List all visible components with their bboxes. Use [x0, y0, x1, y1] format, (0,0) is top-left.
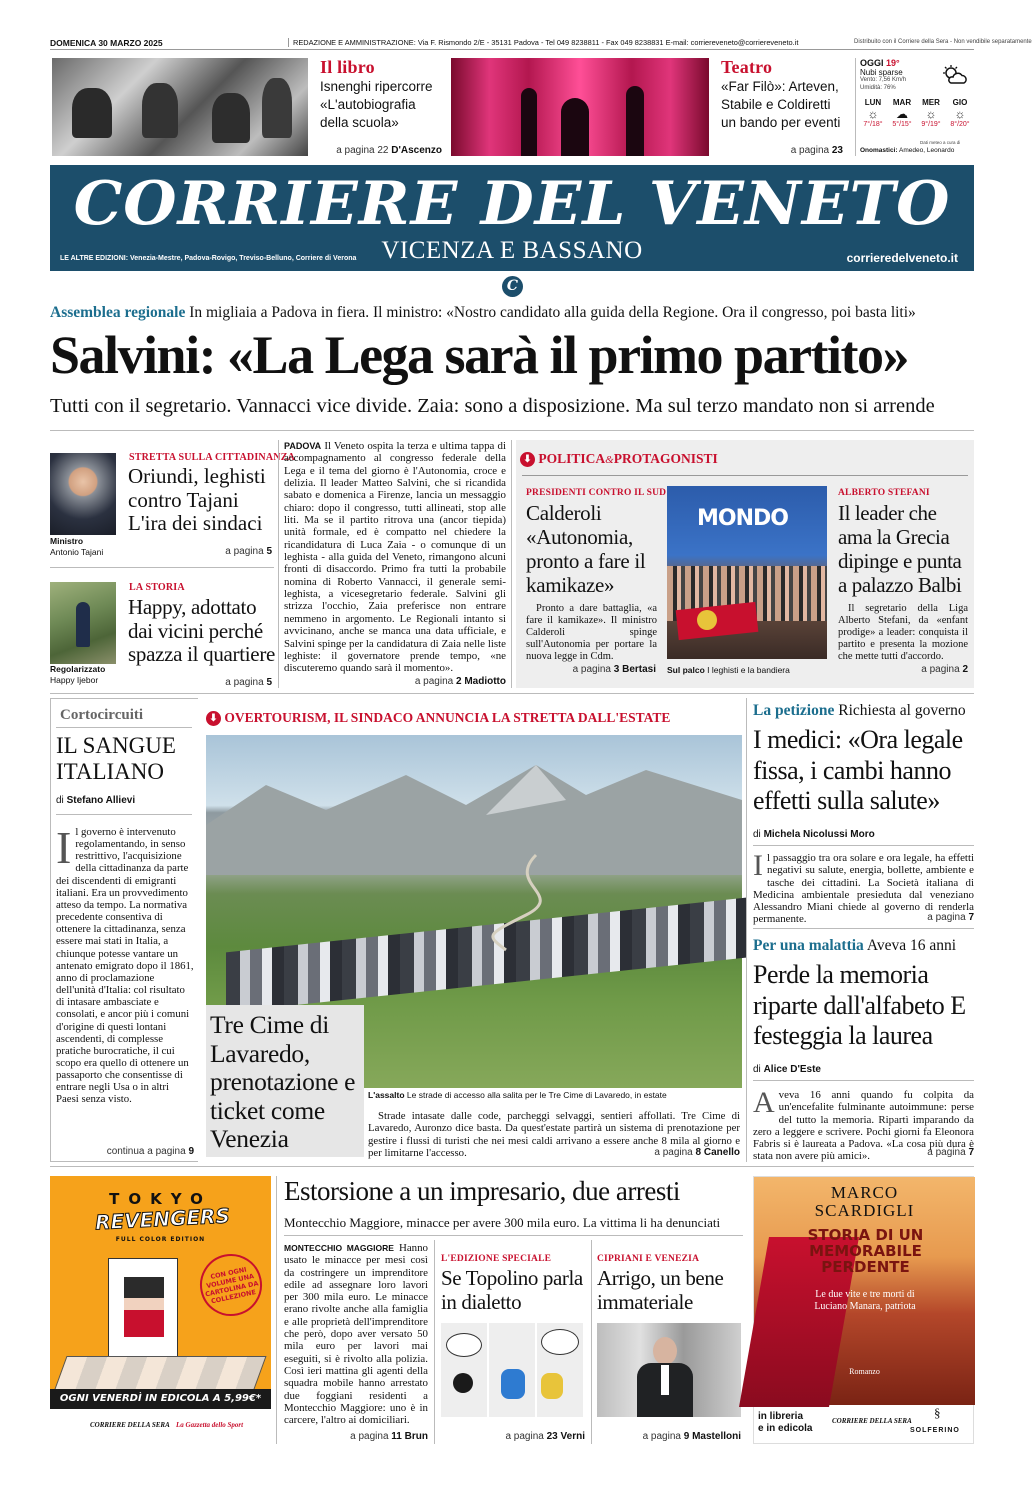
estorsione-ref: a pagina 11 Brun [350, 1431, 428, 1442]
teatro-text: «Far Filò»: Arteven, Stabile e Coldiretti un bando per eventi [721, 79, 841, 130]
topolino-kicker: L'EDIZIONE SPECIALE [441, 1254, 552, 1264]
weather-day-2: MAR ☁ 5°/15° [892, 98, 912, 128]
weather-today-label: OGGI [860, 58, 884, 68]
book-footer-line2: e in edicola [758, 1423, 813, 1434]
estorsione-headline: Estorsione a un impresario, due arresti [284, 1176, 680, 1206]
calderoli-text: Pronto a dare battaglia, «a fare il kamikaze». Il ministro Calderoli spinge sull'Autonomia per portare la nuova legge in Cdm. [526, 603, 657, 662]
tajani-caption: Ministro Antonio Tajani [50, 536, 104, 557]
masthead-badge: C [502, 276, 523, 297]
tokyo-title: TOKYO [109, 1190, 212, 1208]
lead-subheadline: Tutti con il segretario. Vannacci vice divide. Zaia: sono a disposizione. Ma sul terzo mandato non si arrende [50, 395, 935, 417]
gazzetta-logo: La Gazzetta dello Sport [176, 1421, 244, 1429]
book-genre: Romanzo [849, 1367, 880, 1376]
happy-ref: a pagina 5 [225, 677, 272, 688]
weather-day-1: LUN ☼ 7°/18° [863, 98, 883, 128]
lead-kicker: Assemblea regionale [50, 304, 186, 321]
happy-photo [50, 582, 116, 664]
school-photo [52, 58, 308, 156]
estorsione-sub: Montecchio Maggiore, minacce per avere 300 mila euro. La vittima li ha denunciati [284, 1215, 721, 1230]
weather-credit: Dati meteo a cura di [920, 140, 961, 145]
manga-cover [108, 1258, 178, 1358]
book-title: STORIA DI UN MEMORABILE PERDENTE [807, 1226, 924, 1276]
weather-desc: Nubi sparse [860, 68, 903, 77]
arrigo-headline: Arrigo, un bene immateriale [597, 1266, 724, 1314]
tajani-photo [50, 453, 116, 535]
corto-headline: IL SANGUE ITALIANO [56, 733, 176, 784]
weather-day-3: MER ☼ 9°/19° [921, 98, 941, 128]
site-url: corrieredelveneto.it [846, 251, 958, 265]
corto-byline: di Stefano Allievi [56, 795, 136, 806]
weather-box [855, 58, 973, 156]
topolino-ref: a pagina 23 Verni [505, 1431, 585, 1442]
arrigo-photo [597, 1323, 741, 1417]
oriundi-ref: a pagina 5 [225, 546, 272, 557]
top-bar [50, 36, 1032, 50]
petizione-headline: I medici: «Ora legale fissa, i cambi hanno effetti sulla salute» [753, 725, 963, 815]
corto-text: Il governo è intervenuto regolamentando, in senso restrittivo, l'acquisizione della cittadinanza da parte dei discendenti di emigranti italiani. Era un provvedimento atteso da tempo. La normativa precedente consentiva di ottenere la cittadinanza, senza essere mai stati in Italia, a chiunque potesse vantare un antenato emigrato dopo il 1861, anno di proclamazione dell'unità d'Italia: col risultato di intasare ambasciate e consolati, e ancor più i comuni d'origine di questi lontani ascendenti, di complesse pratiche burocratiche, il cui scopo era quello di ottenere un passaporto che consentisse di entrare negli Usa o in altri Paesi senza visto. [56, 822, 194, 1106]
stage-caption: Sul palco I leghisti e la bandiera [667, 665, 790, 675]
weather-today-temp: 19° [886, 58, 900, 68]
malattia-headline: Perde la memoria riparte dall'alfabeto E festeggia la laurea [753, 960, 966, 1050]
weather-day-4: GIO ☼ 8°/20° [950, 98, 970, 128]
book-publisher: SOLFERINO [910, 1427, 960, 1434]
calderoli-headline: Calderoli «Autonomia, pronto a fare il kamikaze» [526, 501, 646, 597]
petizione-byline: di Michela Nicolussi Moro [753, 829, 875, 840]
estorsione-text: MONTECCHIO MAGGIORE Hanno usato le minacce per mesi così da costringere un imprenditore edile ad assegnare loro lavori per 300 mila euro. Le minacce erano rivolte anche alla famiglia e alle proprietà dell'imprenditore che però, dopo aver versato 50 mila euro per lavori mai eseguiti, si è rivolto alla polizia. Così ieri mattina gli agenti della squadra mobile hanno arrestato due foggiani residenti a Montecchio Maggiore: uno è in carcere, l'altro ai domiciliari. [284, 1242, 428, 1427]
overtourism-header: ⬇ OVERTOURISM, IL SINDACO ANNUNCIA LA STRETTA DALL'ESTATE [206, 710, 670, 726]
pin-icon: ⬇ [206, 711, 221, 726]
other-editions: LE ALTRE EDIZIONI: Venezia-Mestre, Padova-Rovigo, Treviso-Belluno, Corriere di Verona [60, 255, 357, 262]
topolino-headline: Se Topolino parla in dialetto [441, 1266, 583, 1314]
stage-banner: MONDO [697, 506, 788, 531]
issue-date: DOMENICA 30 MARZO 2025 [50, 38, 163, 48]
happy-kicker: LA STORIA [129, 582, 185, 593]
book-cds-logo: CORRIERE DELLA SERA [832, 1417, 912, 1425]
pin-icon: ⬇ [520, 452, 535, 467]
petizione-ref: a pagina 7 [927, 912, 974, 923]
book-footer-line1: in libreria [758, 1411, 804, 1422]
teatro-ref: a pagina 23 [790, 145, 843, 156]
stage-photo [667, 486, 827, 659]
manga-spread [53, 1356, 266, 1392]
calderoli-ref: a pagina 3 Bertasi [572, 664, 656, 675]
lead-headline: Salvini: «La Lega sarà il primo partito» [50, 325, 908, 385]
weather-humidity: Umidità: 76% [860, 85, 896, 91]
malattia-kicker: Per una malattia [753, 937, 864, 954]
theatre-photo [451, 58, 709, 156]
libro-ref: a pagina 22 D'Ascenzo [336, 145, 442, 156]
address-line: REDAZIONE E AMMINISTRAZIONE: Via F. Rismondo 2/E - 35131 Padova - Tel 049 8238811 - Fax 049 8238831 E-mail: corriereveneto@corriereveneto.it [288, 38, 848, 47]
corto-label: Cortocircuiti [60, 707, 144, 723]
calderoli-kicker: PRESIDENTI CONTRO IL SUD [526, 488, 667, 498]
malattia-deck: Per una malattia Aveva 16 anni [753, 937, 957, 954]
politica-header: ⬇ POLITICA&PROTAGONISTI [520, 451, 718, 467]
arrigo-ref: a pagina 9 Mastelloni [642, 1431, 741, 1442]
oriundi-kicker: STRETTA SULLA CITTADINANZA [129, 452, 295, 463]
malattia-ref: a pagina 7 [927, 1147, 974, 1158]
masthead-edition: VICENZA E BASSANO [381, 237, 643, 264]
petizione-kicker: La petizione [753, 702, 835, 719]
tokyo-revengers-ad[interactable] [50, 1176, 271, 1443]
petizione-deck: La petizione Richiesta al governo [753, 702, 966, 719]
book-author-last: SCARDIGLI [814, 1201, 915, 1220]
petizione-text: Il passaggio tra ora solare e ora legale, ha effetti negativi su salute, energia, bollette, ambiente e tasche dei cittadini. La Società italiana di Medicina ambientale presieduta dal veneziano Alessandro Miani chiede al governo di renderla permanente. [753, 849, 974, 926]
arrigo-kicker: CIPRIANI E VENEZIA [597, 1254, 700, 1264]
cds-logo: CORRIERE DELLA SERA [90, 1421, 170, 1429]
lead-deck: Assemblea regionale In migliaia a Padova in fiera. Il ministro: «Nostro candidato alla guida della Regione. Ora il congresso, poi basta liti» [50, 304, 916, 321]
stefani-text: Il segretario della Liga Alberto Stefani, da «enfant prodige» a leader: conquista il partito e presenta la mozione che mette tutti d'accordo. [838, 603, 968, 662]
tokyo-price-strip: OGNI VENERDÌ IN EDICOLA A 5,99€* [50, 1389, 271, 1409]
revengers-title: REVENGERS [94, 1203, 231, 1235]
onomastici: Onomastici: Amedeo, Leonardo [860, 147, 955, 154]
corto-ref: continua a pagina 9 [106, 1146, 194, 1157]
teatro-title: Teatro [721, 57, 773, 77]
book-ad[interactable] [753, 1176, 974, 1444]
partly-cloudy-icon [942, 64, 968, 86]
book-author-first: MARCO [830, 1183, 899, 1202]
malattia-byline: di Alice D'Este [753, 1064, 821, 1075]
libro-text: Isnenghi ripercorre «L'autobiografia della scuola» [320, 79, 433, 130]
masthead-title: CORRIERE DEL VENETO [73, 169, 951, 239]
distribution-note: Distribuito con il Corriere della Sera - Non vendibile separatamente [854, 39, 1032, 45]
stefani-kicker: ALBERTO STEFANI [838, 488, 930, 498]
book-subtitle: Le due vite e tre morti di Luciano Manara, patriota [814, 1289, 916, 1312]
libro-title: Il libro [320, 57, 375, 77]
stefani-headline: Il leader che ama la Grecia dipinge e punta a palazzo Balbi [838, 501, 962, 597]
tre-cime-text: Strade intasate dalle code, parcheggi selvaggi, sentieri affollati. Tre Cime di Lavaredo, Auronzo dice basta. Da quest'estate partirà un sistema di prenotazione per gestire i flussi di turisti che nei mesi caldi arrivano a essere anche 8 mila al giorno e per limitarne l'accesso. [368, 1110, 740, 1159]
oriundi-headline: Oriundi, leghisti contro Tajani L'ira dei sindaci [128, 464, 266, 535]
padova-ref: a pagina 2 Madiotto [414, 676, 506, 687]
masthead [50, 165, 974, 271]
malattia-text: Aveva 16 anni quando fu colpita da un'encefalite fulminante autoimmune: perse del tutto la memoria. Ripartì imparando da zero a leggere e scrivere. Pochi giorni fa Eleonora Fabris si è laureata a Padova. «La cosa più dura è stata non avere più amici». [753, 1086, 974, 1163]
tre-cime-caption: L'assalto Le strade di accesso alla salita per le Tre Cime di Lavaredo, in estate [368, 1090, 667, 1100]
happy-caption: Regolarizzato Happy Ijebor [50, 664, 106, 685]
solferino-icon: § [934, 1405, 941, 1420]
weather-wind: Vento: 7,56 Km/h [860, 77, 907, 83]
tre-cime-headline: Tre Cime di Lavaredo, prenotazione e ticket come Venezia [210, 1010, 356, 1153]
stefani-ref: a pagina 2 [921, 664, 968, 675]
topolino-comic [441, 1323, 585, 1417]
tokyo-badge: CON OGNI VOLUME UNA CARTOLINA DA COLLEZIONE [194, 1248, 268, 1322]
tokyo-subtitle: FULL COLOR EDITION [115, 1236, 206, 1243]
happy-headline: Happy, adottato dai vicini perché spazza il quartiere [128, 595, 276, 666]
tre-cime-ref: a pagina 8 Canello [654, 1147, 740, 1158]
padova-article: PADOVA Il Veneto ospita la terza e ultima tappa di accompagnamento al congresso federale della Lega e il tema del giorno è l'Autonomia, croce e delizia. Il leader Matteo Salvini, che si ricandida sabato e domenica a Firenze, lancia un messaggio chiaro: dopo il congresso, tutti allineati, stop alle liti. Ma se il partito ritrova una (ancor tiepida) unità formale, ed è compatto nel chiedere la ricandidatura di Luca Zaia - o comunque di un leghista - alla guida del Veneto, rimangono alcuni fronti di disaccordo. Primo fra tutti la probabile nomina di Roberto Vannacci, il generale semi-leghista, a vicesegretario federale. Salvini gli strizza l'occhio, Zaia preferisce non entrare nemmeno in argomento. Le Regionali intanto si avvicinano, anche se manca una data ufficiale, e Salvini spinge per la candidatura di Zaia nelle liste leghiste: il governatore prende tempo, «ne discuteremo quando sarà il momento». [284, 440, 506, 675]
